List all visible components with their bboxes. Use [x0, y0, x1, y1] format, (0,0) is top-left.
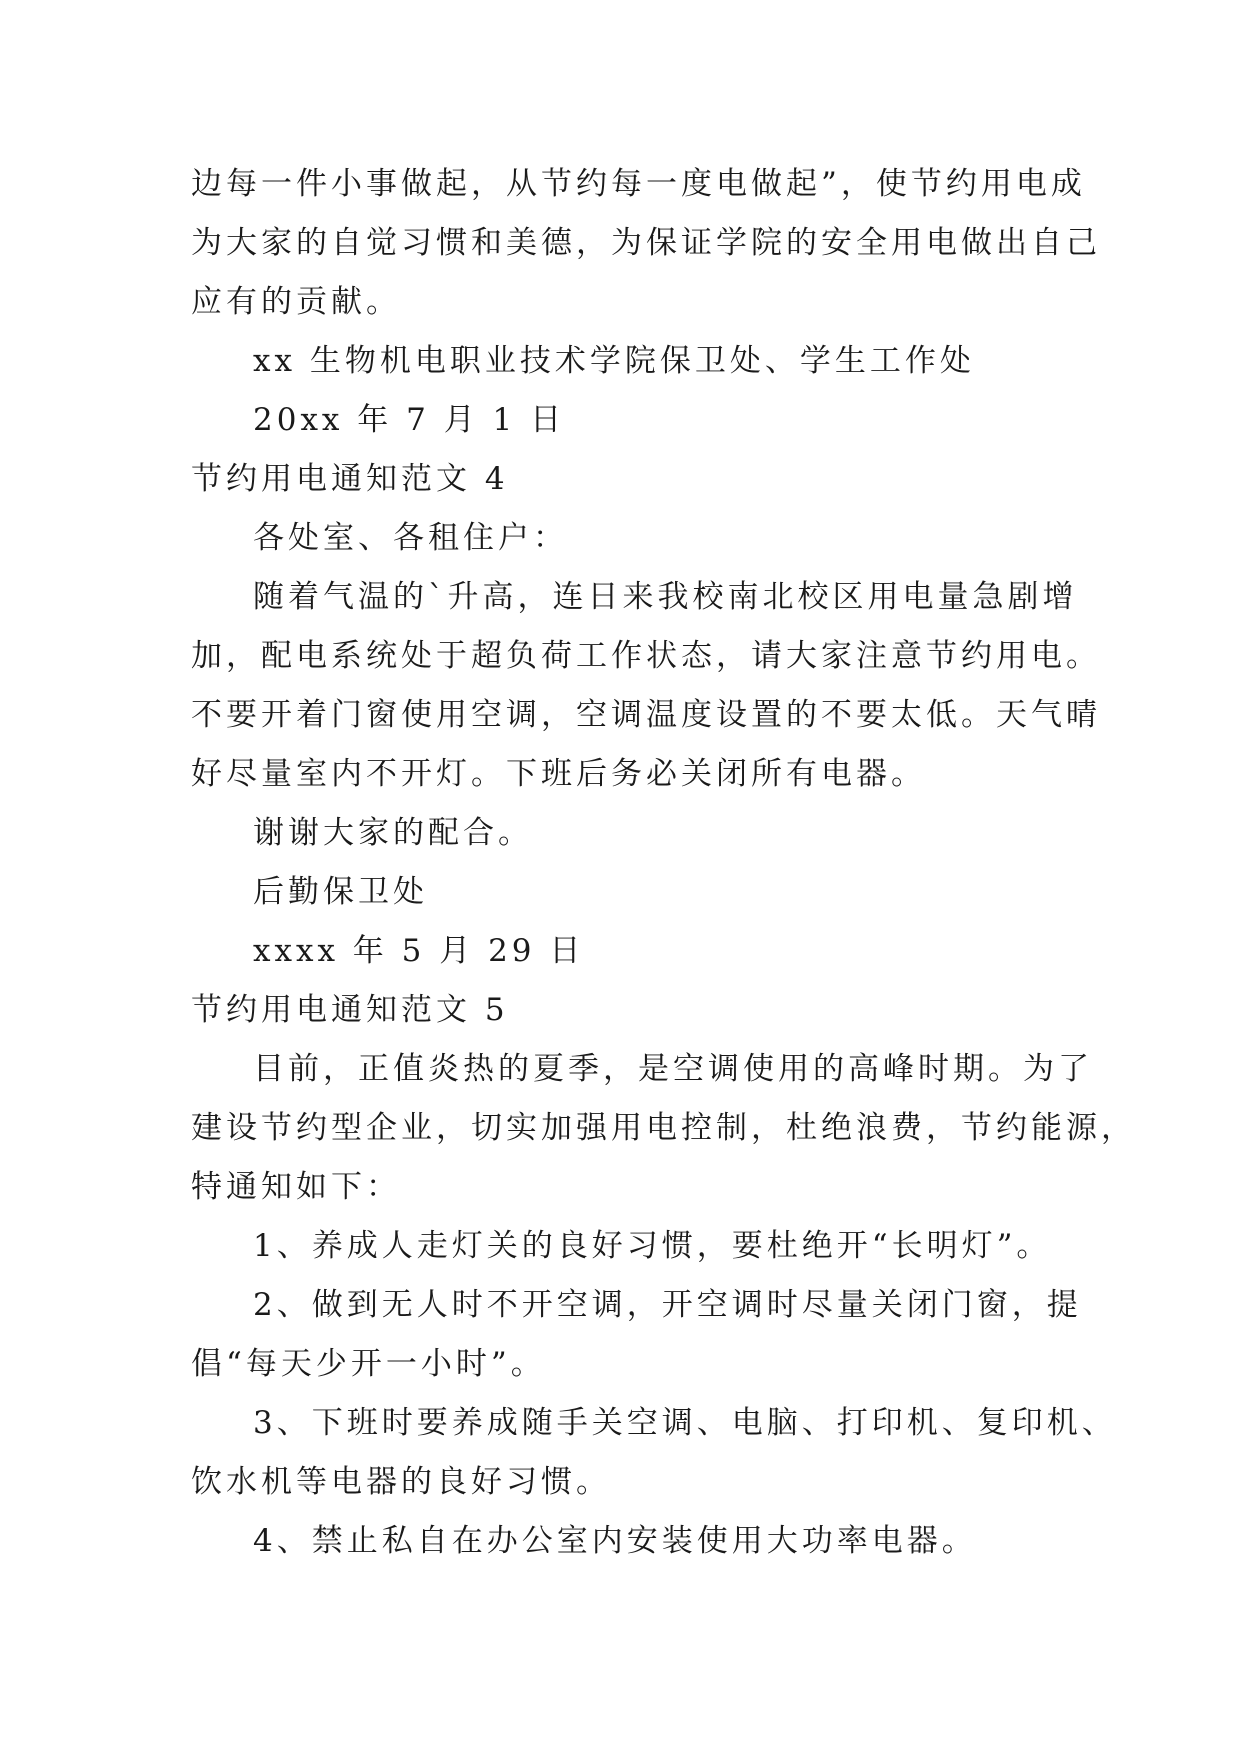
list-item: 4、禁止私自在办公室内安装使用大功率电器。	[253, 1523, 977, 1559]
signature-organization: xx 生物机电职业技术学院保卫处、学生工作处	[253, 343, 975, 379]
paragraph-line: 边每一件小事做起，从节约每一度电做起”，使节约用电成	[191, 166, 1086, 202]
signature-date: xxxx 年 5 月 29 日	[253, 933, 585, 969]
paragraph-line: 目前，正值炎热的夏季，是空调使用的高峰时期。为了	[253, 1051, 1093, 1087]
paragraph-line: 为大家的自觉习惯和美德，为保证学院的安全用电做出自己	[191, 225, 1101, 261]
paragraph-line: 建设节约型企业，切实加强用电控制，杜绝浪费，节约能源，	[191, 1110, 1136, 1146]
paragraph-line: 应有的贡献。	[191, 284, 401, 320]
list-item: 3、下班时要养成随手关空调、电脑、打印机、复印机、	[253, 1405, 1117, 1441]
paragraph-line: 加，配电系统处于超负荷工作状态，请大家注意节约用电。	[191, 638, 1101, 674]
section-heading: 节约用电通知范文 5	[191, 992, 509, 1028]
salutation: 各处室、各租住户：	[253, 520, 568, 556]
list-item-continuation: 饮水机等电器的良好习惯。	[191, 1464, 611, 1500]
paragraph-line: 随着气温的`升高，连日来我校南北校区用电量急剧增	[253, 579, 1078, 615]
paragraph-line: 特通知如下：	[191, 1169, 401, 1205]
closing-line: 谢谢大家的配合。	[253, 815, 533, 851]
signature-date: 20xx 年 7 月 1 日	[253, 402, 566, 438]
list-item: 1、养成人走灯关的良好习惯，要杜绝开“长明灯”。	[253, 1228, 1052, 1264]
list-item-continuation: 倡“每天少开一小时”。	[191, 1346, 546, 1382]
signature-organization: 后勤保卫处	[253, 874, 428, 910]
paragraph-line: 好尽量室内不开灯。下班后务必关闭所有电器。	[191, 756, 926, 792]
paragraph-line: 不要开着门窗使用空调，空调温度设置的不要太低。天气晴	[191, 697, 1101, 733]
section-heading: 节约用电通知范文 4	[191, 461, 509, 497]
list-item: 2、做到无人时不开空调，开空调时尽量关闭门窗，提	[253, 1287, 1082, 1323]
